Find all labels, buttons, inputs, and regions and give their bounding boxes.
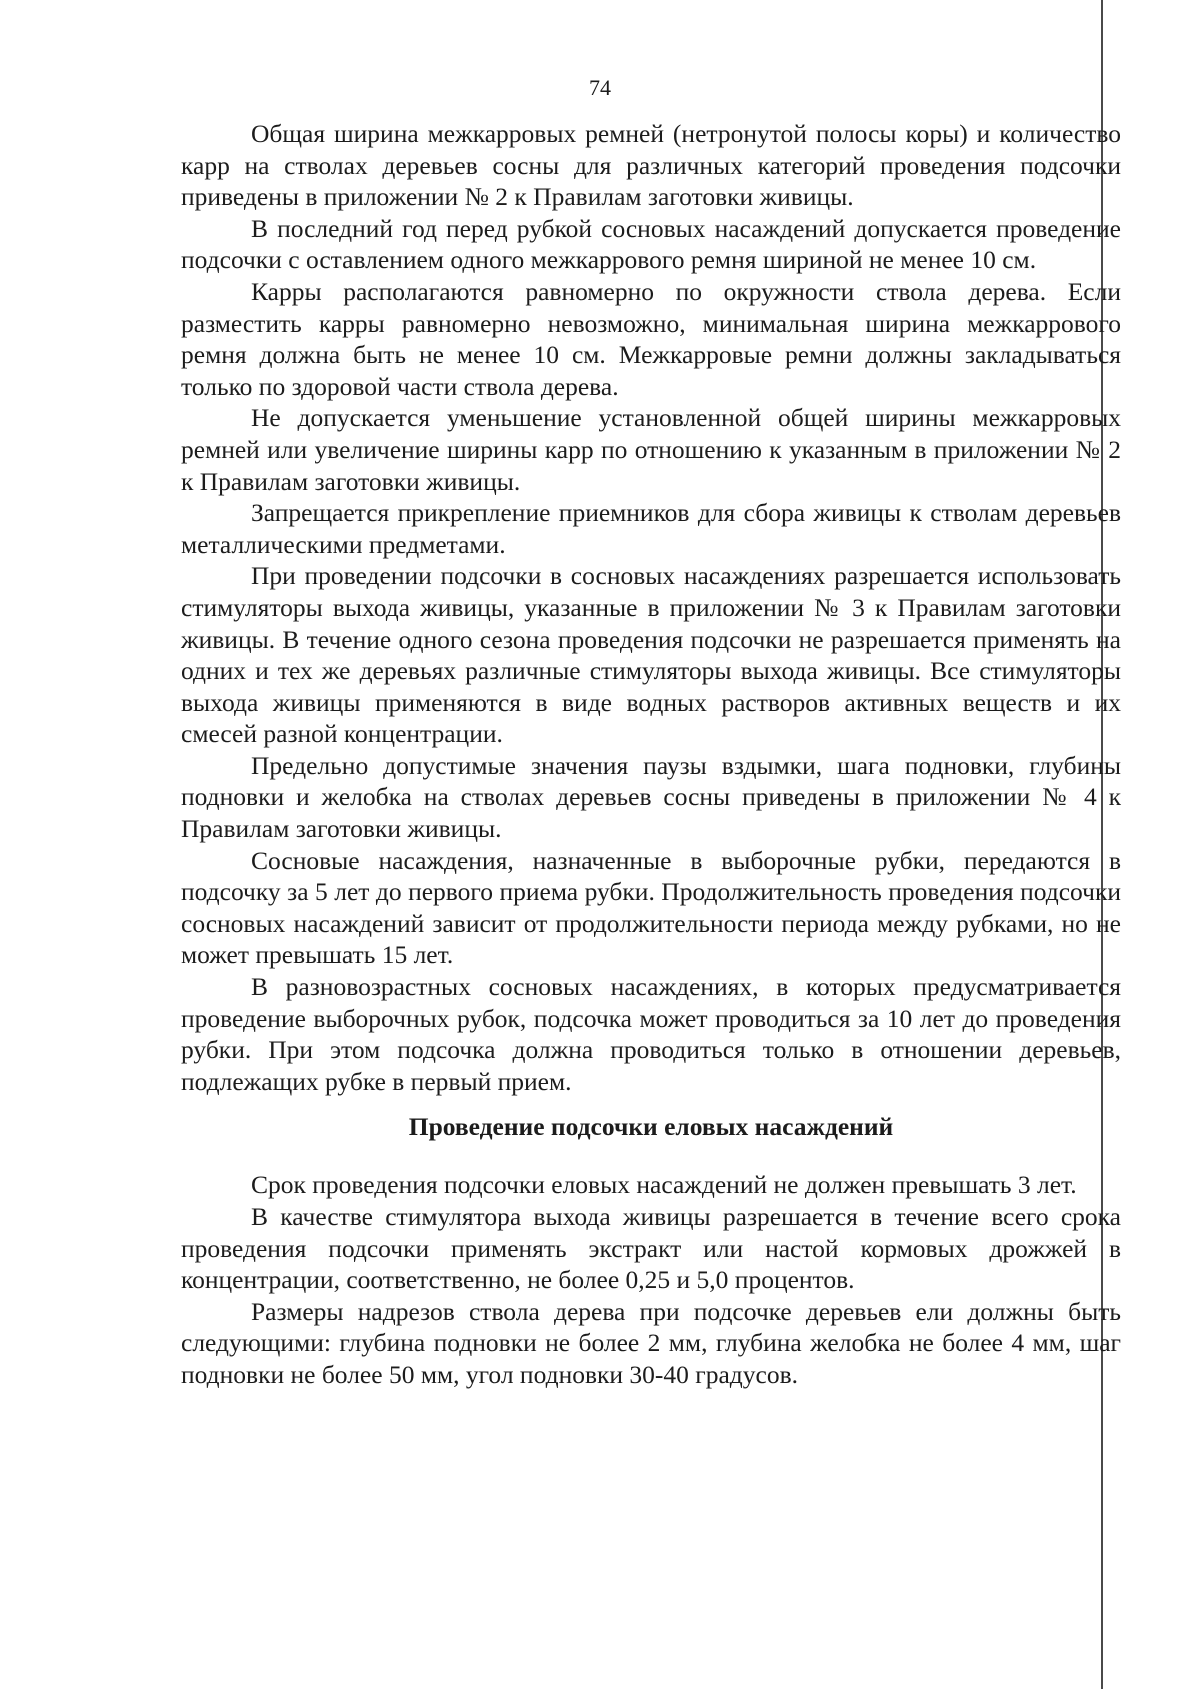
paragraph: Запрещается прикрепление приемников для сбора живицы к стволам деревьев металлическими предметами.	[181, 498, 1121, 559]
paragraph: Общая ширина межкарровых ремней (нетронутой полосы коры) и количество карр на стволах деревьев сосны для различных категорий проведения подсочки приведены в приложении № 2 к Правилам заготовки живицы.	[181, 119, 1121, 212]
paragraph: Размеры надрезов ствола дерева при подсочке деревьев ели должны быть следующими: глубина подновки не более 2 мм, глубина желобка не более 4 мм, шаг подновки не более 50 мм, угол подновки 30-40 градусов.	[181, 1296, 1121, 1389]
section-heading: Проведение подсочки еловых насаждений	[408, 1112, 894, 1142]
paragraph: В качестве стимулятора выхода живицы разрешается в течение всего срока проведения подсочки применять экстракт или настой кормовых дрожжей в концентрации, соответственно, не более 0,25 и 5,0 процентов.	[181, 1202, 1121, 1295]
paragraph: Срок проведения подсочки еловых насаждений не должен превышать 3 лет.	[251, 1170, 1077, 1200]
paragraph: Карры располагаются равномерно по окружности ствола дерева. Если разместить карры равномерно невозможно, минимальная ширина межкаррового ремня должна быть не менее 10 см. Межкарровые ремни должны закладываться только по здоровой части ствола дерева.	[181, 276, 1121, 401]
document-body	[181, 118, 1121, 1391]
paragraph: В последний год перед рубкой сосновых насаждений допускается проведение подсочки с оставлением одного межкаррового ремня шириной не менее 10 см.	[181, 213, 1121, 275]
paragraph: В разновозрастных сосновых насаждениях, в которых предусматривается проведение выборочных рубок, подсочка может проводиться за 10 лет до проведения рубки. При этом подсочка должна проводиться только в отношении деревьев, подлежащих рубке в первый прием.	[181, 972, 1121, 1096]
paragraph: При проведении подсочки в сосновых насаждениях разрешается использовать стимуляторы выхода живицы, указанные в приложении № 3 к Правилам заготовки живицы. В течение одного сезона проведения подсочки не разрешается применять на одних и тех же деревьях различные стимуляторы выхода живицы. Все стимуляторы выхода живицы применяются в виде водных растворов активных веществ и их смесей разной концентрации.	[181, 561, 1121, 749]
paragraph: Предельно допустимые значения паузы вздымки, шага подновки, глубины подновки и желобка на стволах деревьев сосны приведены в приложении № 4 к Правилам заготовки живицы.	[181, 750, 1121, 844]
paragraph: Не допускается уменьшение установленной общей ширины межкарровых ремней или увеличение ширины карр по отношению к указанным в приложении № 2 к Правилам заготовки живицы.	[181, 403, 1121, 496]
page-number: 74	[589, 75, 611, 100]
paragraph: Сосновые насаждения, назначенные в выборочные рубки, передаются в подсочку за 5 лет до первого приема рубки. Продолжительность проведения подсочки сосновых насаждений зависит от продолжительности периода между рубками, но не может превышать 15 лет.	[181, 845, 1121, 970]
